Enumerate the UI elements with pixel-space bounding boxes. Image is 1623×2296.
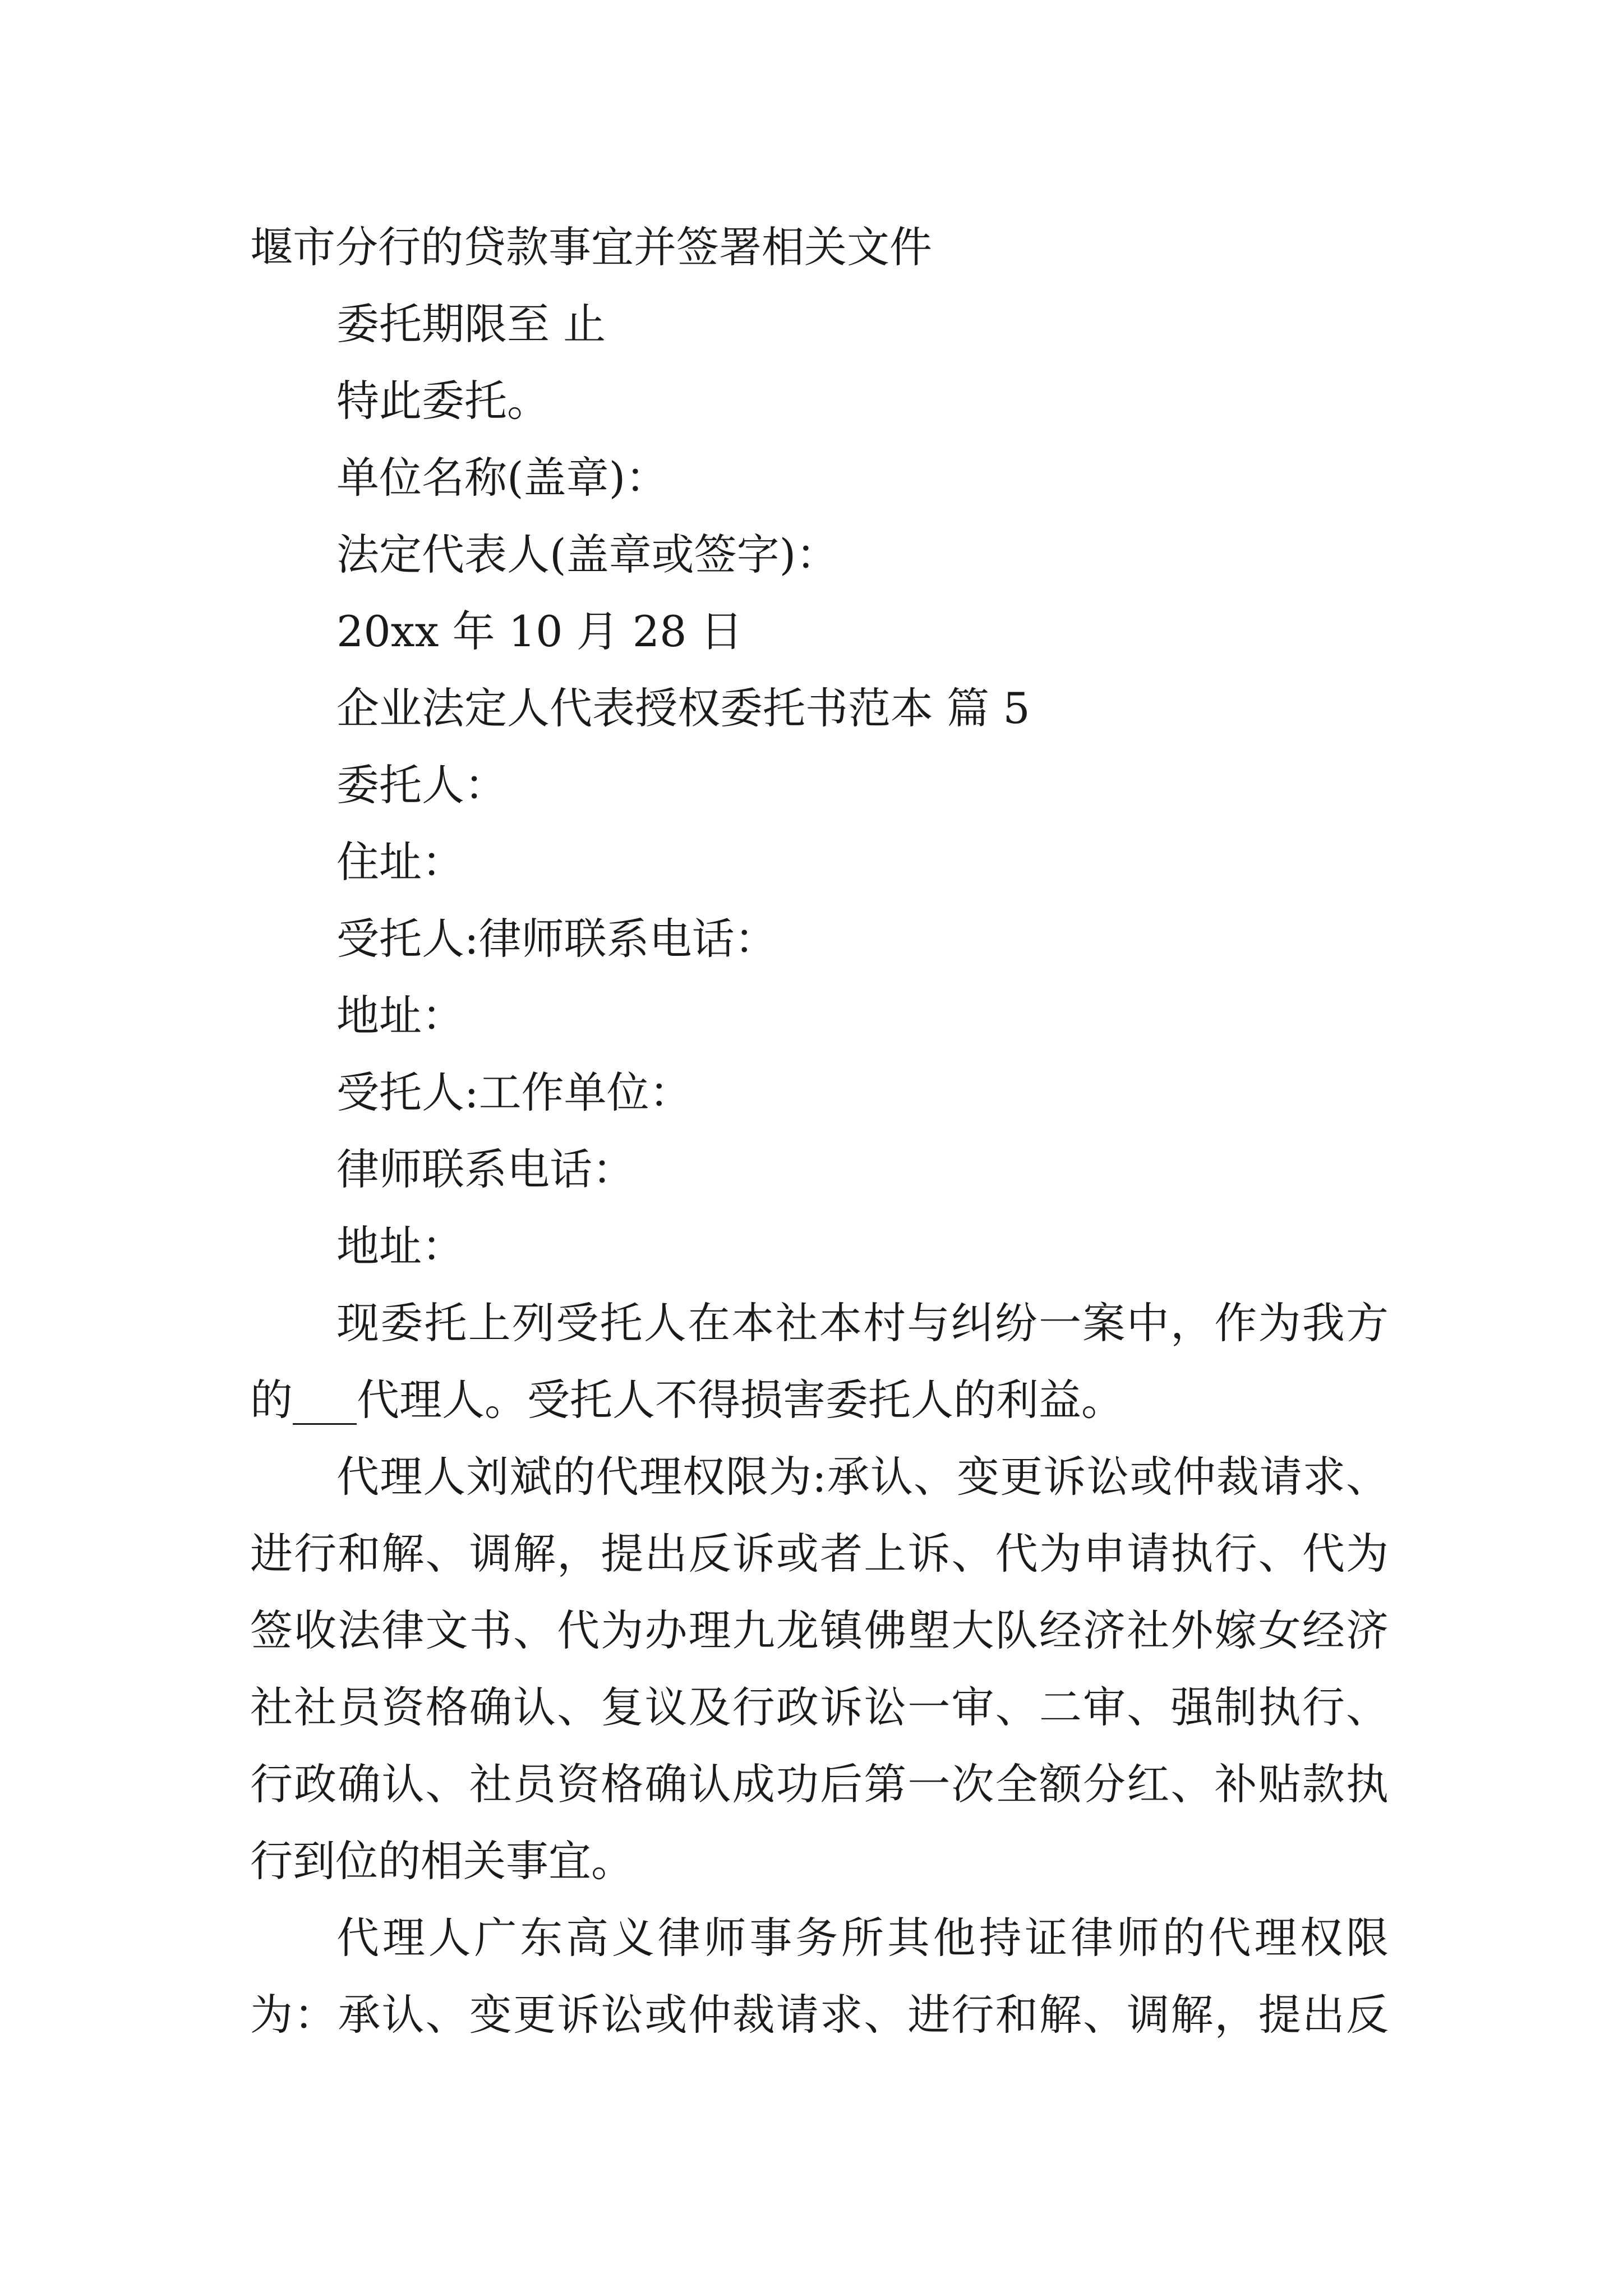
text-line: 律师联系电话： xyxy=(336,1144,635,1194)
date-line: 20xx 年 10 月 28 日 xyxy=(336,606,743,656)
document-body xyxy=(250,209,1389,2053)
text-line: 委托期限至 止 xyxy=(336,299,606,349)
paragraph-line: 行政确认、社员资格确认成功后第一次全额分红、补贴款执 xyxy=(250,1759,1389,1809)
paragraph-line: 社社员资格确认、复议及行政诉讼一审、二审、强制执行、 xyxy=(250,1682,1389,1732)
paragraph-line: 代理人广东高义律师事务所其他持证律师的代理权限 xyxy=(336,1913,1389,1963)
paragraph-line: 代理人刘斌的代理权限为:承认、变更诉讼或仲裁请求、 xyxy=(336,1452,1389,1502)
paragraph-line: 现委托上列受托人在本社本村与纠纷一案中，作为我方 xyxy=(336,1298,1389,1348)
text-line: 单位名称(盖章)： xyxy=(336,453,668,503)
text-line: 住址： xyxy=(336,837,464,887)
text-line: 地址： xyxy=(336,991,464,1041)
paragraph-line: 的___代理人。受托人不得损害委托人的利益。 xyxy=(250,1375,1124,1425)
text-line: 法定代表人(盖章或签字)： xyxy=(336,530,839,579)
text-line: 地址： xyxy=(336,1221,464,1271)
paragraph-line: 进行和解、调解，提出反诉或者上诉、代为申请执行、代为 xyxy=(250,1529,1389,1579)
text-line: 受托人:工作单位： xyxy=(336,1068,692,1117)
text-line: 受托人:律师联系电话： xyxy=(336,914,777,964)
paragraph-line: 行到位的相关事宜。 xyxy=(250,1836,634,1886)
paragraph-line: 为：承认、变更诉讼或仲裁请求、进行和解、调解，提出反 xyxy=(250,1990,1389,2040)
paragraph-line: 签收法律文书、代为办理九龙镇佛塱大队经济社外嫁女经济 xyxy=(250,1605,1389,1655)
section-heading: 企业法定人代表授权委托书范本 篇 5 xyxy=(336,683,1030,733)
text-line: 特此委托。 xyxy=(336,376,550,426)
text-line: 堰市分行的贷款事宜并签署相关文件 xyxy=(250,222,932,272)
text-line: 委托人： xyxy=(336,760,507,810)
